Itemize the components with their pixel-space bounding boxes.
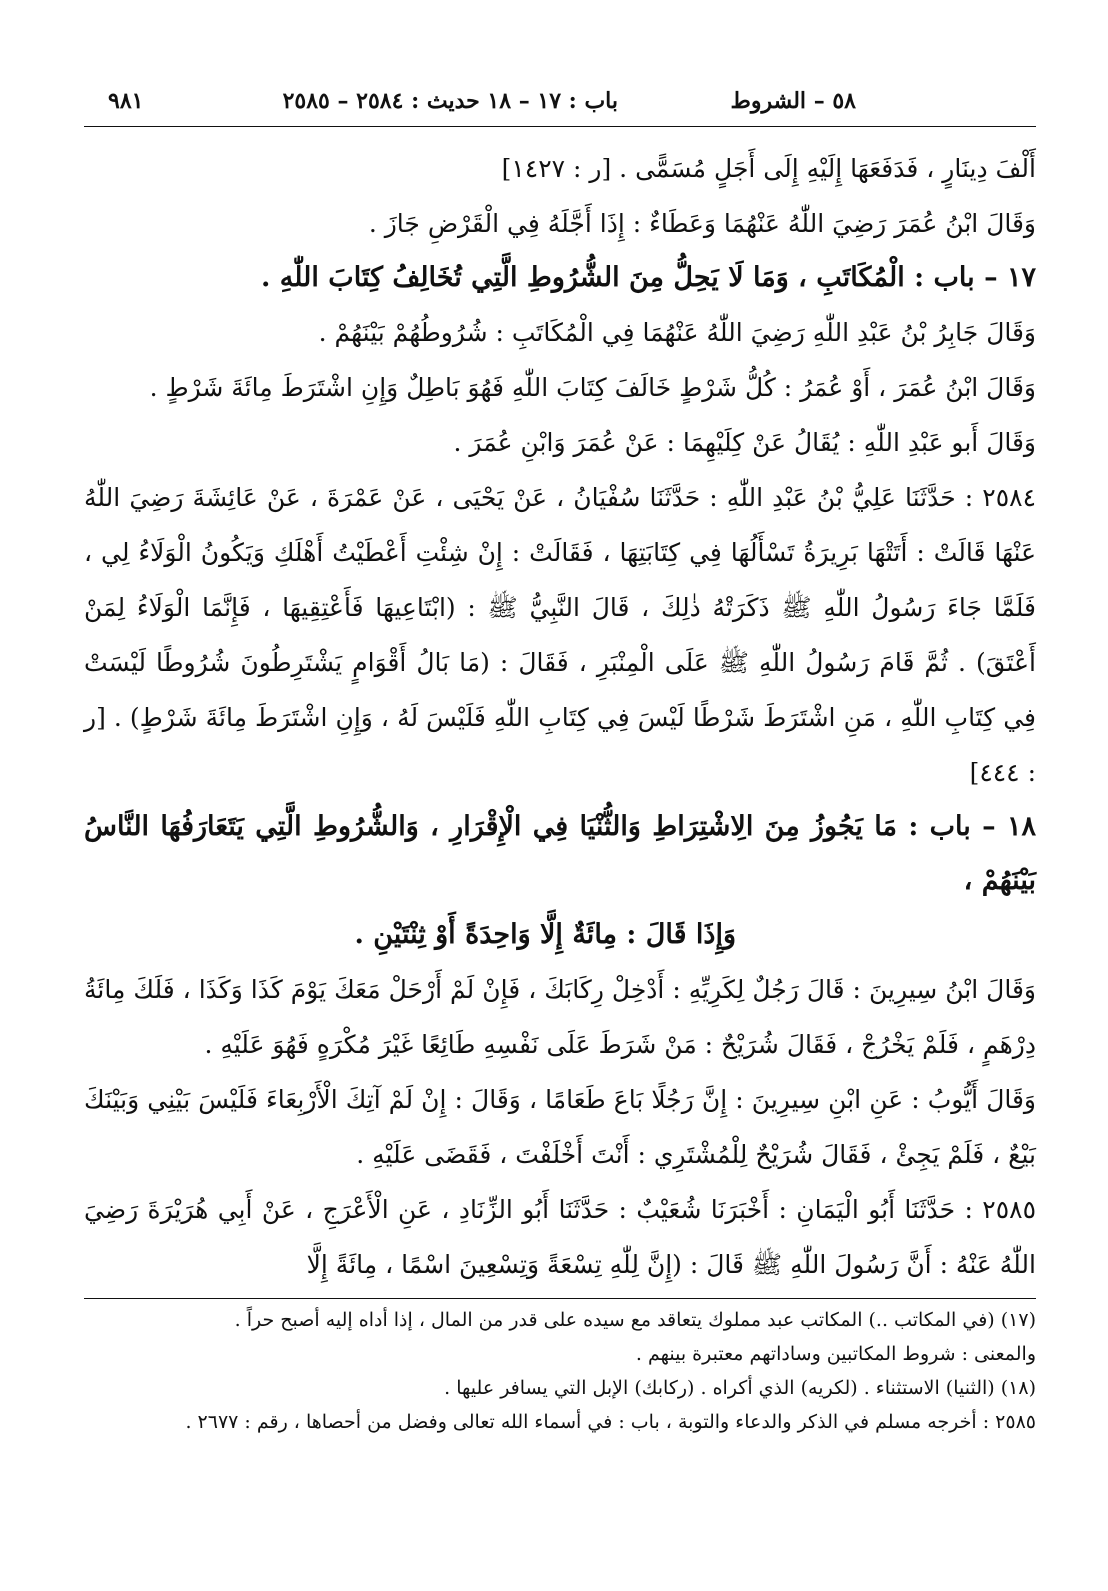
- chapter-reference: باب : ١٧ – ١٨ حديث : ٢٥٨٤ – ٢٥٨٥: [282, 88, 618, 114]
- main-text: [84, 141, 1036, 1292]
- footnote: (١٨) (الثنيا) الاستثناء . (لكريه) الذي أكراه . (ركابك) الإبل التي يسافر عليها .: [444, 1377, 1036, 1399]
- header-divider: [84, 126, 1036, 127]
- chapter-heading-18-line1: ١٨ – باب : مَا يَجُوزُ مِنَ الِاشْتِرَاطِ وَالثُّنْيَا فِي الْإِقْرَارِ ، وَالشُّرُوطِ الَّتِي يَتَعَارَفُهَا النَّاسُ بَيْنَهُمْ ،: [84, 811, 1036, 896]
- chapter-heading-18: [84, 800, 1036, 962]
- book-page: [84, 88, 1036, 1439]
- chapter-heading-18-line2: وَإِذَا قَالَ : مِائَةٌ إِلَّا وَاحِدَةً أَوْ ثِنْتَيْنِ .: [354, 919, 736, 950]
- footnote: (١٧) (في المكاتب ..) المكاتب عبد مملوك يتعاقد مع سيده على قدر من المال ، إذا أداه إليه أصبح حراً .: [234, 1309, 1036, 1331]
- page-number: ٩٨١: [108, 88, 144, 114]
- paragraph: أَلْفَ دِينَارٍ ، فَدَفَعَهَا إِلَيْهِ إِلَى أَجَلٍ مُسَمًّى . [ر : ١٤٢٧]: [501, 154, 1036, 183]
- running-header: [84, 88, 1036, 126]
- paragraph: وَقَالَ أَبو عَبْدِ اللّٰهِ : يُقَالُ عَنْ كِلَيْهِمَا : عَنْ عُمَرَ وَابْنِ عُمَرَ .: [453, 428, 1036, 457]
- paragraph: وَقَالَ أَيُّوبُ : عَنِ ابْنِ سِيرِينَ : إِنَّ رَجُلًا بَاعَ طَعَامًا ، وَقَالَ : إِنْ لَمْ آتِكَ الْأَرْبِعَاءَ فَلَيْسَ بَيْنِي وَبَيْنَكَ بَيْعٌ ، فَلَمْ يَجِئْ ، فَقَالَ شُرَيْحٌ لِلْمُشْتَرِي : أَنْتَ أَخْلَفْتَ ، فَقَضَى عَلَيْهِ .: [84, 1085, 1036, 1169]
- paragraph: وَقَالَ ابْنُ سِيرِينَ : قَالَ رَجُلٌ لِكَرِيِّهِ : أَدْخِلْ رِكَابَكَ ، فَإِنْ لَمْ أَرْحَلْ مَعَكَ يَوْمَ كَذَا وَكَذَا ، فَلَكَ مِائَةُ دِرْهَمٍ ، فَلَمْ يَخْرُجْ ، فَقَالَ شُرَيْحٌ : مَنْ شَرَطَ عَلَى نَفْسِهِ طَائِعًا غَيْرَ مُكْرَهٍ فَهُوَ عَلَيْهِ .: [84, 975, 1036, 1059]
- hadith-2584: ٢٥٨٤ : حَدَّثَنَا عَلِيُّ بْنُ عَبْدِ اللّٰهِ : حَدَّثَنَا سُفْيَانُ ، عَنْ يَحْيَى ، عَنْ عَمْرَةَ ، عَنْ عَائِشَةَ رَضِيَ اللّٰهُ عَنْهَا قَالَتْ : أَتَتْهَا بَرِيرَةُ تَسْأَلُهَا فِي كِتَابَتِهَا ، فَقَالَتْ : إِنْ شِئْتِ أَعْطَيْتُ أَهْلَكِ وَيَكُونُ الْوَلَاءُ لِي ، فَلَمَّا جَاءَ رَسُولُ اللّٰهِ ﷺ ذَكَرَتْهُ ذٰلِكَ ، قَالَ النَّبِيُّ ﷺ : (ابْتَاعِيهَا فَأَعْتِقِيهَا ، فَإِنَّمَا الْوَلَاءُ لِمَنْ أَعْتَقَ) . ثُمَّ قَامَ رَسُولُ اللّٰهِ ﷺ عَلَى الْمِنْبَرِ ، فَقَالَ : (مَا بَالُ أَقْوَامٍ يَشْتَرِطُونَ شُرُوطًا لَيْسَتْ فِي كِتَابِ اللّٰهِ ، مَنِ اشْتَرَطَ شَرْطًا لَيْسَ فِي كِتَابِ اللّٰهِ فَلَيْسَ لَهُ ، وَإِنِ اشْتَرَطَ مِائَةَ شَرْطٍ) . [ر : ٤٤٤]: [84, 483, 1036, 787]
- footnote-divider: [84, 1298, 1036, 1299]
- footnote: والمعنى : شروط المكاتبين وساداتهم معتبرة بينهم .: [635, 1343, 1036, 1365]
- chapter-heading-17: ١٧ – باب : الْمُكَاتَبِ ، وَمَا لَا يَحِلُّ مِنَ الشُّرُوطِ الَّتِي تُخَالِفُ كِتَابَ اللّٰهِ .: [260, 262, 1036, 293]
- paragraph: وَقَالَ ابْنُ عُمَرَ رَضِيَ اللّٰهُ عَنْهُمَا وَعَطَاءٌ : إِذَا أَجَّلَهُ فِي الْقَرْضِ جَازَ .: [368, 209, 1036, 238]
- book-title: ٥٨ – الشروط: [730, 88, 856, 114]
- paragraph: وَقَالَ جَابِرُ بْنُ عَبْدِ اللّٰهِ رَضِيَ اللّٰهُ عَنْهُمَا فِي الْمُكَاتَبِ : شُرُوطُهُمْ بَيْنَهُمْ .: [318, 318, 1036, 347]
- footnote: ٢٥٨٥ : أخرجه مسلم في الذكر والدعاء والتوبة ، باب : في أسماء الله تعالى وفضل من أحصاها ، رقم : ٢٦٧٧ .: [185, 1411, 1036, 1433]
- footnotes: [84, 1303, 1036, 1439]
- hadith-2585: ٢٥٨٥ : حَدَّثَنَا أَبُو الْيَمَانِ : أَخْبَرَنَا شُعَيْبٌ : حَدَّثَنَا أَبُو الزِّنَادِ ، عَنِ الْأَعْرَجِ ، عَنْ أَبِي هُرَيْرَةَ رَضِيَ اللّٰهُ عَنْهُ : أَنَّ رَسُولَ اللّٰهِ ﷺ قَالَ : (إِنَّ لِلّٰهِ تِسْعَةً وَتِسْعِينَ اسْمًا ، مِائَةً إِلَّا: [84, 1195, 1036, 1279]
- paragraph: وَقَالَ ابْنُ عُمَرَ ، أَوْ عُمَرُ : كُلُّ شَرْطٍ خَالَفَ كِتَابَ اللّٰهِ فَهُوَ بَاطِلٌ وَإِنِ اشْتَرَطَ مِائَةَ شَرْطٍ .: [149, 373, 1036, 402]
